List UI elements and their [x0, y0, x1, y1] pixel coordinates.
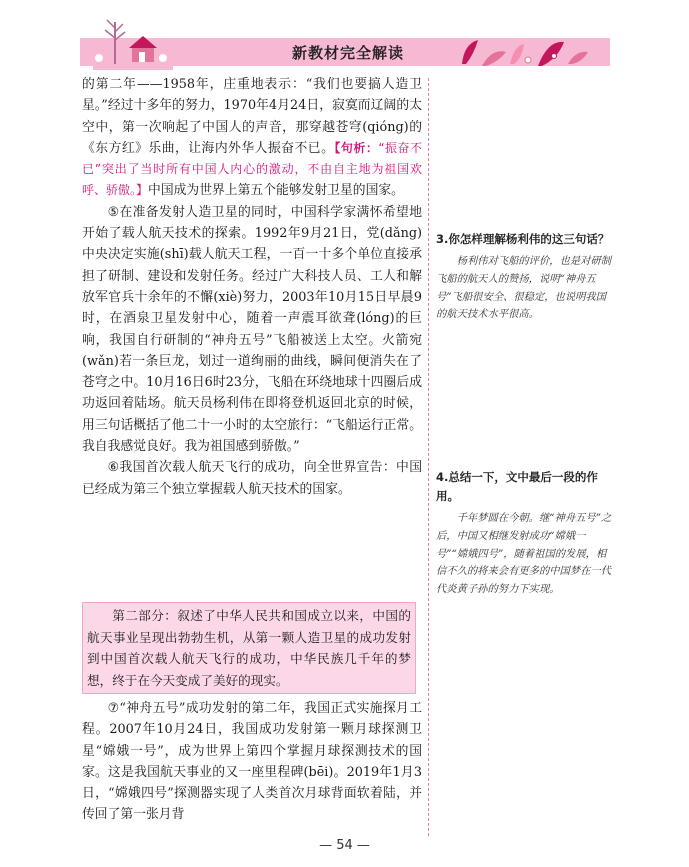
answer-text: 杨利伟对飞船的评价，也是对研制飞船的航天人的赞扬，说明“神舟五号”飞船很安全、很稳定，也说明我国的航天技术水平很高。: [436, 255, 612, 321]
paragraph-number: ⑤: [107, 204, 120, 220]
paragraph-text: “神舟五号”成功发射的第二年，我国正式实施探月工程。2007年10月24日，我国成功发射第一颗月球探测卫星“嫦娥一号”，成为世界上第四个掌握月球探测技术的国家。这是我国航天事业的又一座里程碑(bēi)。2019年1月3日，“嫦娥四号”探测器实现了人类首次月球背面软着陆，并传回了第一张月背: [82, 701, 422, 823]
paragraph-number: ⑥: [107, 460, 120, 476]
section-summary-box: [82, 602, 416, 694]
main-text: [82, 74, 422, 500]
plant-decoration-icon: [452, 30, 592, 72]
house-illustration-icon: [93, 18, 173, 70]
paragraph-number: ⑦: [107, 701, 120, 716]
answer-text: 千年梦圆在今朝。继“神舟五号”之后，中国又相继发射成功“嫦娥一号”“嫦娥四号”，随着祖国的发展，相信不久的将来会有更多的中国梦在一代代炎黄子孙的努力下实现。: [436, 512, 612, 596]
analysis-text: “振奋不已”突出了当时所有中国人内心的激动，不由自主地为祖国欢呼、骄傲。】: [82, 140, 423, 198]
summary-text: 第二部分：叙述了中华人民共和国成立以来，中国的航天事业呈现出勃勃生机，从第一颗人造卫星的成功发射到中国首次载人航天飞行的成功，中华民族几千年的梦想，终于在今天变成了美好的现实。: [87, 608, 411, 688]
question-text: 3.你怎样理解杨利伟的这三句话？: [436, 232, 610, 246]
paragraph-4-continued: [82, 74, 422, 202]
paragraph-text: 的第二年——1958年，庄重地表示：“我们也要搞人造卫星。”经过十多年的努力，1970年4月24日，寂寞而辽阔的太空中，第一次响起了中国人的声音，那穿越苍穹(qióng)的《东方红》乐曲，让海内外华人振奋不已。: [82, 77, 422, 156]
header-title: 新教材完全解读: [291, 44, 404, 62]
question-text: 4.总结一下，文中最后一段的作用。: [436, 470, 598, 503]
paragraph-tail: 中国成为世界上第五个能够发射卫星的国家。: [148, 183, 404, 199]
paragraph-5: [82, 202, 422, 458]
column-divider: [428, 78, 429, 836]
paragraph-7: [82, 698, 422, 826]
side-question-3: [436, 230, 614, 324]
paragraph-text: 我国首次载人航天飞行的成功，向全世界宣告：中国已经成为第三个独立掌握载人航天技术的国家。: [82, 460, 423, 497]
main-text-lower: [82, 698, 422, 826]
paragraph-text: 在准备发射人造卫星的同时，中国科学家满怀希望地开始了载人航天技术的探索。1992年9月21日，党(dǎng)中央决定实施(shī)载人航天工程，一百一十多个单位直接承担了研制、建设和发射任务。经过广大科技人员、工人和解放军官兵十余年的不懈(xiè)努力，2003年10月15日早晨9时，在酒泉卫星发射中心，随着一声震耳欲聋(lóng)的巨响，我国自行研制的“神舟五号”飞船被送上太空。火箭宛(wǎn)若一条巨龙，划过一道绚丽的曲线，瞬间便消失在了苍穹之中。10月16日6时23分，飞船在环绕地球十四圈后成功返回着陆场。航天员杨利伟在即将登机返回北京的时候，用三句话概括了他二十一小时的太空旅行：“飞船运行正常。我自我感觉良好。我为祖国感到骄傲。”: [82, 204, 423, 455]
side-question-4: [436, 468, 614, 599]
page-number: — 54 —: [319, 838, 370, 853]
paragraph-6: [82, 457, 422, 500]
analysis-label: 【句析：: [334, 140, 379, 155]
